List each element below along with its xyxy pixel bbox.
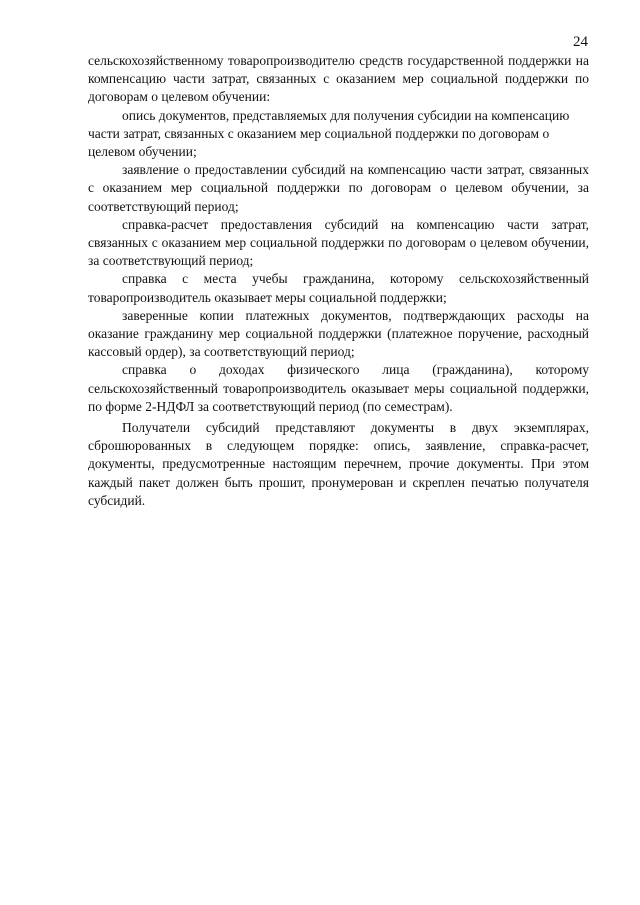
paragraph-submission-order: Получатели субсидий представляют документы в двух экземплярах, сброшюрованных в следующем порядке: опись, заявление, справка-расчет, документы, предусмотренные настоящим перечнем, прочие документы. При этом каждый пакет должен быть прошит, пронумерован и скреплен печатью получателя субсидий. (88, 420, 589, 508)
list-item-income-certificate: справка о доходах физического лица (гражданина), которому сельскохозяйственный товаропроизводитель оказывает меры социальной поддержки, по форме 2-НДФЛ за соответствующий период (по семестрам). (88, 362, 589, 414)
list-item-inventory: опись документов, представляемых для получения субсидии на компенсацию части затрат, связанных с оказанием мер социальной поддержки по договорам о целевом обучении; (88, 107, 570, 160)
list-item-calculation: справка-расчет предоставления субсидий на компенсацию части затрат, связанных с оказанием мер социальной поддержки по договорам о целевом обучении, за соответствующий период; (88, 216, 589, 269)
paragraph-continuation: сельскохозяйственному товаропроизводителю средств государственной поддержки на компенсацию части затрат, связанных с оказанием мер социальной поддержки по договорам о целевом обучении: (88, 53, 589, 105)
list-item-study-certificate: справка с места учебы гражданина, которому сельскохозяйственный товаропроизводитель оказывает меры социальной поддержки; (88, 271, 589, 305)
document-body (88, 52, 589, 510)
list-item-payment-copies: заверенные копии платежных документов, подтверждающих расходы на оказание гражданину мер социальной поддержки (платежное поручение, расходный кассовый ордер), за соответствующий период; (88, 307, 589, 360)
page-number: 24 (573, 34, 588, 50)
list-item-application: заявление о предоставлении субсидий на компенсацию части затрат, связанных с оказанием мер социальной поддержки по договорам о целевом обучении, за соответствующий период; (88, 162, 589, 214)
